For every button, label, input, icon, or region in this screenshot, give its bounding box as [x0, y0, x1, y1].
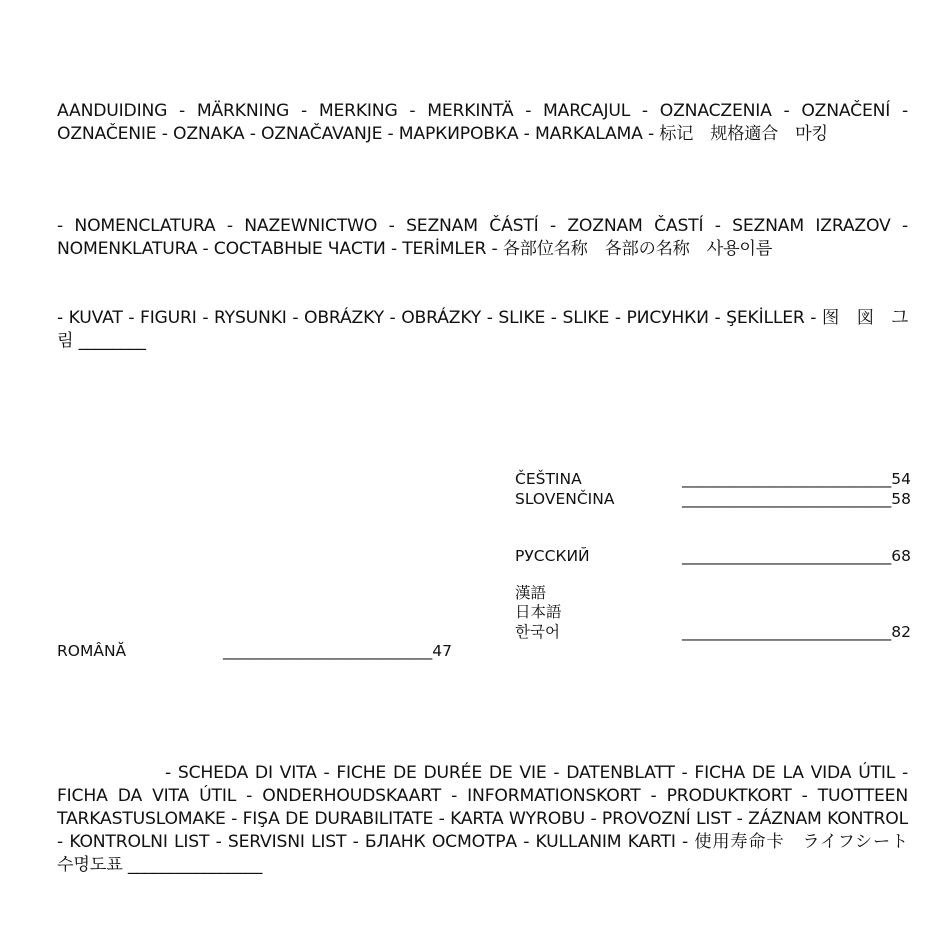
toc-page-number: 58: [891, 490, 911, 508]
life-sheet-heading: - SCHEDA DI VITA - FICHE DE DURÉE DE VIE - DATENBLATT - FICHA DE LA VIDA ÚTIL - FICHA DA VITA ÚTIL - ONDERHOUDSKAART - INFORMATIONSKORT - PRODUKTKORT - TUOTTEEN TARKASTUSLOMAKE - FIŞA DE DURABILITATE - KARTA WYROBU - PROVOZNÍ LIST - ZÁZNAM KONTROL - KONTROLNI LIST - SERVISNI LIST - БЛАНК ОСМОТРА - KULLANIM KARTI - 使用寿命卡 ライフシート 수명도표 ________________: [57, 763, 925, 875]
toc-leader: ___________________________: [682, 490, 892, 508]
figures-heading: - KUVAT - FIGURI - RYSUNKI - OBRÁZKY - OBRÁZKY - SLIKE - SLIKE - РИСУНКИ - ŞEKİLLER - 图 図 그림 ________: [57, 308, 908, 351]
toc-entry-korean: [515, 622, 911, 642]
toc-entry-cestina: [515, 469, 911, 489]
toc-language: 한국어: [515, 623, 560, 641]
toc-language: SLOVENČINA: [515, 490, 615, 508]
toc-page-number: 54: [891, 470, 911, 488]
marking-heading: AANDUIDING - MÄRKNING - MERKING - MERKINTÄ - MARCAJUL - OZNACZENIA - OZNAČENÍ - OZNAČENIE - OZNAKA - OZNAČAVANJE - МАРКИРОВКА - MARKALAMA - 标记 规格適合 마킹: [57, 101, 908, 144]
toc-entry-slovencina: [515, 489, 911, 509]
toc-leader: ___________________________: [223, 642, 433, 660]
toc-page-number: 47: [432, 642, 452, 660]
nomenclature-heading: - NOMENCLATURA - NAZEWNICTWO - SEZNAM ČÁSTÍ - ZOZNAM ČASTÍ - SEZNAM IZRAZOV - NOMENKLATURA - СОСТАВНЫЕ ЧАСТИ - TERİMLER - 各部位名称 各部の名称 사용이름: [57, 216, 908, 259]
toc-page-number: 68: [891, 547, 911, 565]
toc-language: ČEŠTINA: [515, 470, 582, 488]
toc-leader: ___________________________: [682, 623, 892, 641]
toc-entry-romana: [57, 641, 452, 661]
toc-entry-japanese: 日本語: [515, 603, 562, 621]
toc-entry-chinese: 漢語: [515, 584, 547, 602]
toc-page-number: 82: [891, 623, 911, 641]
toc-language: ROMÂNĂ: [57, 642, 127, 660]
toc-language: РУССКИЙ: [515, 547, 590, 565]
toc-leader: ___________________________: [682, 470, 892, 488]
toc-entry-russian: [515, 546, 911, 566]
toc-leader: ___________________________: [682, 547, 892, 565]
